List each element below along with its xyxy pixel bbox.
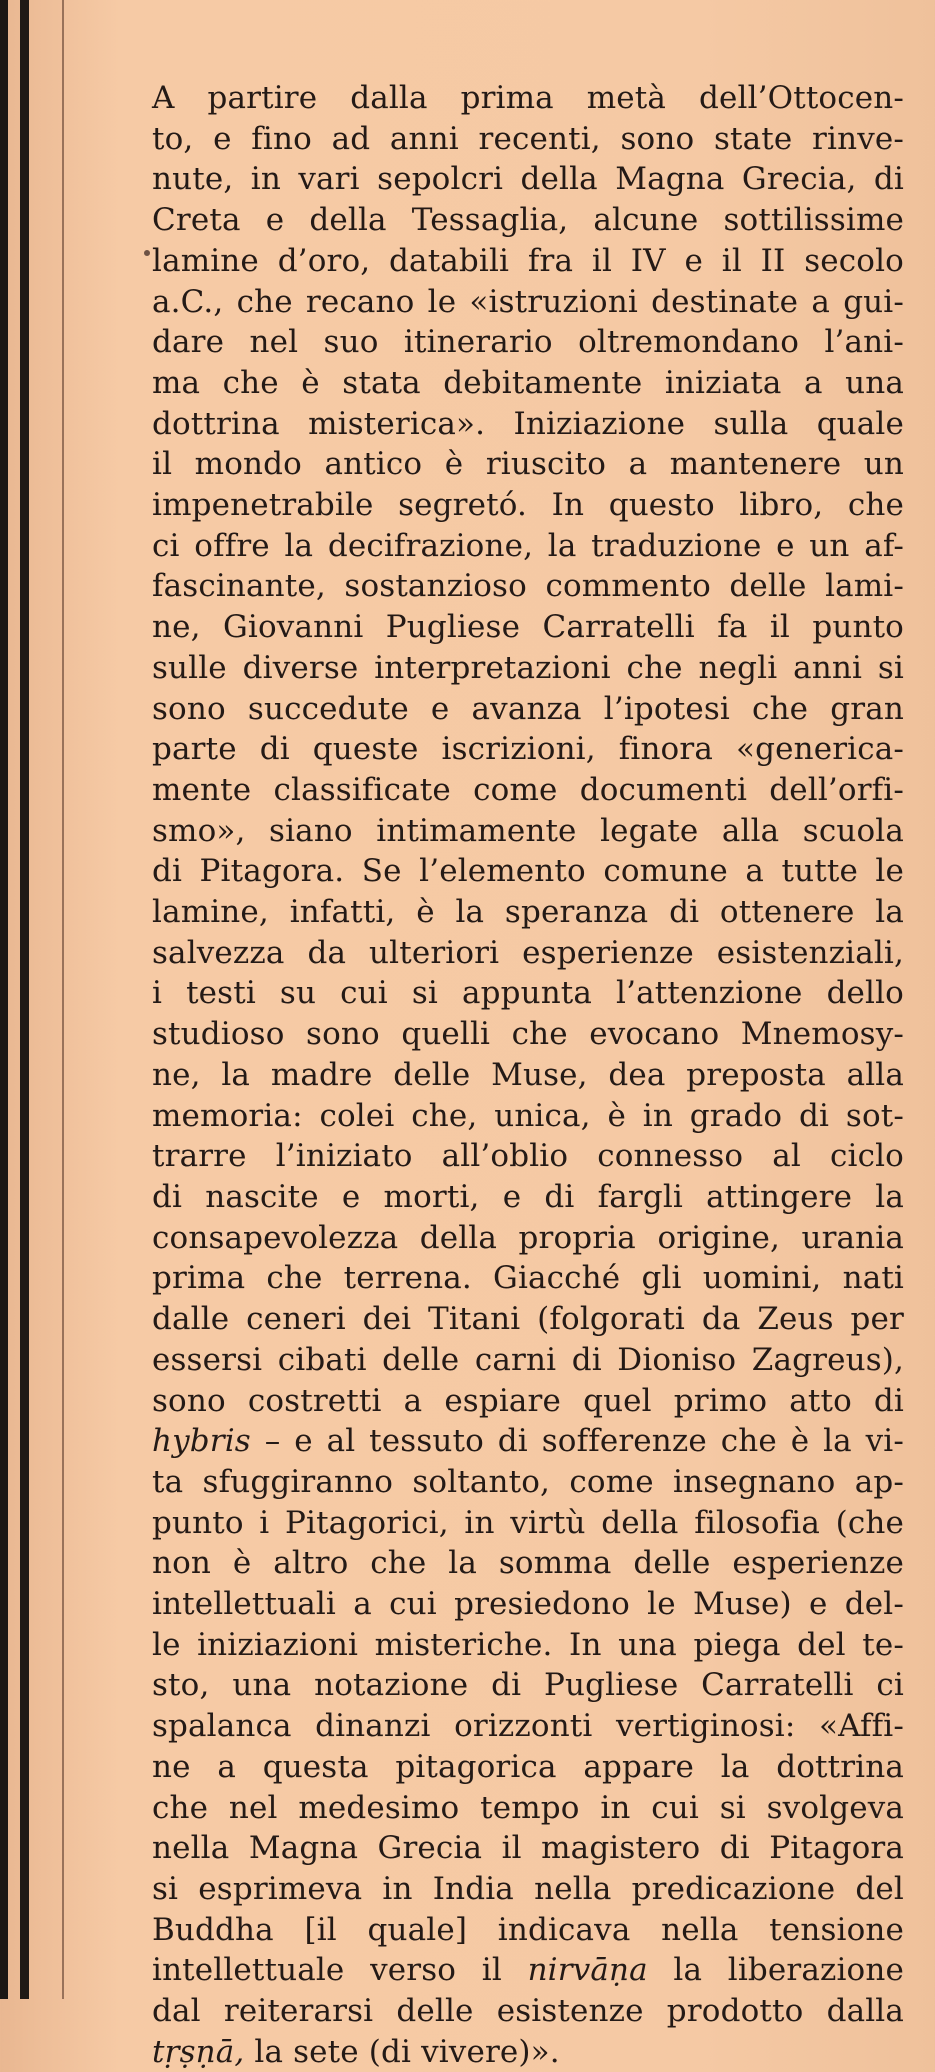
text-line: sulle diverse interpretazioni che negli anni si [152,649,904,686]
text-line: lamine d’oro, databili fra il IV e il II secolo [152,242,904,279]
text-line: impenetrabile segretó. In questo libro, che [152,487,904,524]
text-line: che nel medesimo tempo in cui si svolgeva [152,1789,904,1826]
text-line: to, e fino ad anni recenti, sono state rinve- [152,120,904,157]
text-line: fascinante, sostanzioso commento delle lami- [152,568,904,605]
text-fragment: la sete (di vivere)». [244,2033,560,2070]
text-line [152,1950,904,1991]
text-line: di Pitagora. Se l’elemento comune a tutte le [152,853,904,890]
text-line: lamine, infatti, è la speranza di ottenere la [152,894,904,931]
text-line: a.C., che recano le «istruzioni destinate a gui- [152,283,904,320]
text-line: sono costretti a espiare quel primo atto di [152,1382,904,1419]
text-line: si esprimeva in India nella predicazione del [152,1870,904,1907]
text-line: di nascite e morti, e di fargli attingere la [152,1178,904,1215]
text-line: nella Magna Grecia il magistero di Pitagora [152,1830,904,1867]
text-line: memoria: colei che, unica, è in grado di sot- [152,1097,904,1134]
text-fragment: – e al tessuto di sofferenze che è la vi- [250,1423,904,1460]
text-line [152,2032,904,2072]
margin-line [62,0,64,1999]
text-line: ma che è stata debitamente iniziata a una [152,364,904,401]
text-line: intellettuali a cui presiedono le Muse) e del- [152,1586,904,1623]
text-line: Buddha [il quale] indicava nella tensione [152,1911,904,1948]
text-line: mente classificate come documenti dell’orfi- [152,771,904,808]
text-line: essersi cibati delle carni di Dioniso Zagreus), [152,1341,904,1378]
text-line: A partire dalla prima metà dell’Ottocen- [152,80,904,116]
text-line: ne a questa pitagorica appare la dottrina [152,1748,904,1785]
text-line: ci offre la decifrazione, la traduzione e un af- [152,527,904,564]
text-line: i testi su cui si appunta l’attenzione dello [152,975,904,1012]
text-line: dare nel suo itinerario oltremondano l’ani- [152,324,904,361]
page-edge-rule [0,0,8,1999]
text-line: il mondo antico è riuscito a mantenere un [152,446,904,483]
italic-term: tṛṣṇā, [152,2033,245,2070]
text-line: prima che terrena. Giacché gli uomini, nati [152,1260,904,1297]
text-line: ne, Giovanni Pugliese Carratelli fa il punto [152,609,904,646]
text-line: dal reiterarsi delle esistenze prodotto dalla [152,1993,904,2030]
text-line: consapevolezza della propria origine, urania [152,1219,904,1256]
text-fragment: intellettuale verso il [152,1952,528,1989]
text-line: ta sfuggiranno soltanto, come insegnano ap- [152,1463,904,1500]
text-line: dottrina misterica». Iniziazione sulla quale [152,405,904,442]
margin-mark [144,250,150,256]
text-line: studioso sono quelli che evocano Mnemosy- [152,1016,904,1053]
text-line: non è altro che la somma delle esperienze [152,1545,904,1582]
text-line: spalanca dinanzi orizzonti vertiginosi: «Affi- [152,1708,904,1745]
italic-term: nirvāṇa [527,1952,648,1989]
text-line: dalle ceneri dei Titani (folgorati da Zeus per [152,1301,904,1338]
text-line: salvezza da ulteriori esperienze esistenziali, [152,934,904,971]
text-line: trarre l’iniziato all’oblio connesso al ciclo [152,1138,904,1175]
binding-rule [20,0,29,1999]
text-line: smo», siano intimamente legate alla scuola [152,812,904,849]
text-line: nute, in vari sepolcri della Magna Grecia, di [152,161,904,198]
text-line: sono succedute e avanza l’ipotesi che gran [152,690,904,727]
text-line: ne, la madre delle Muse, dea preposta alla [152,1056,904,1093]
text-line: punto i Pitagorici, in virtù della filosofia (che [152,1504,904,1541]
text-line: Creta e della Tessaglia, alcune sottilissime [152,202,904,239]
italic-term: hybris [152,1423,251,1460]
text-fragment: la liberazione [647,1952,904,1989]
text-line: parte di queste iscrizioni, finora «generica- [152,731,904,768]
text-line [152,1421,904,1462]
text-line: le iniziazioni misteriche. In una piega del te- [152,1626,904,1663]
text-line: sto, una notazione di Pugliese Carratelli ci [152,1667,904,1704]
body-text [152,78,904,2072]
